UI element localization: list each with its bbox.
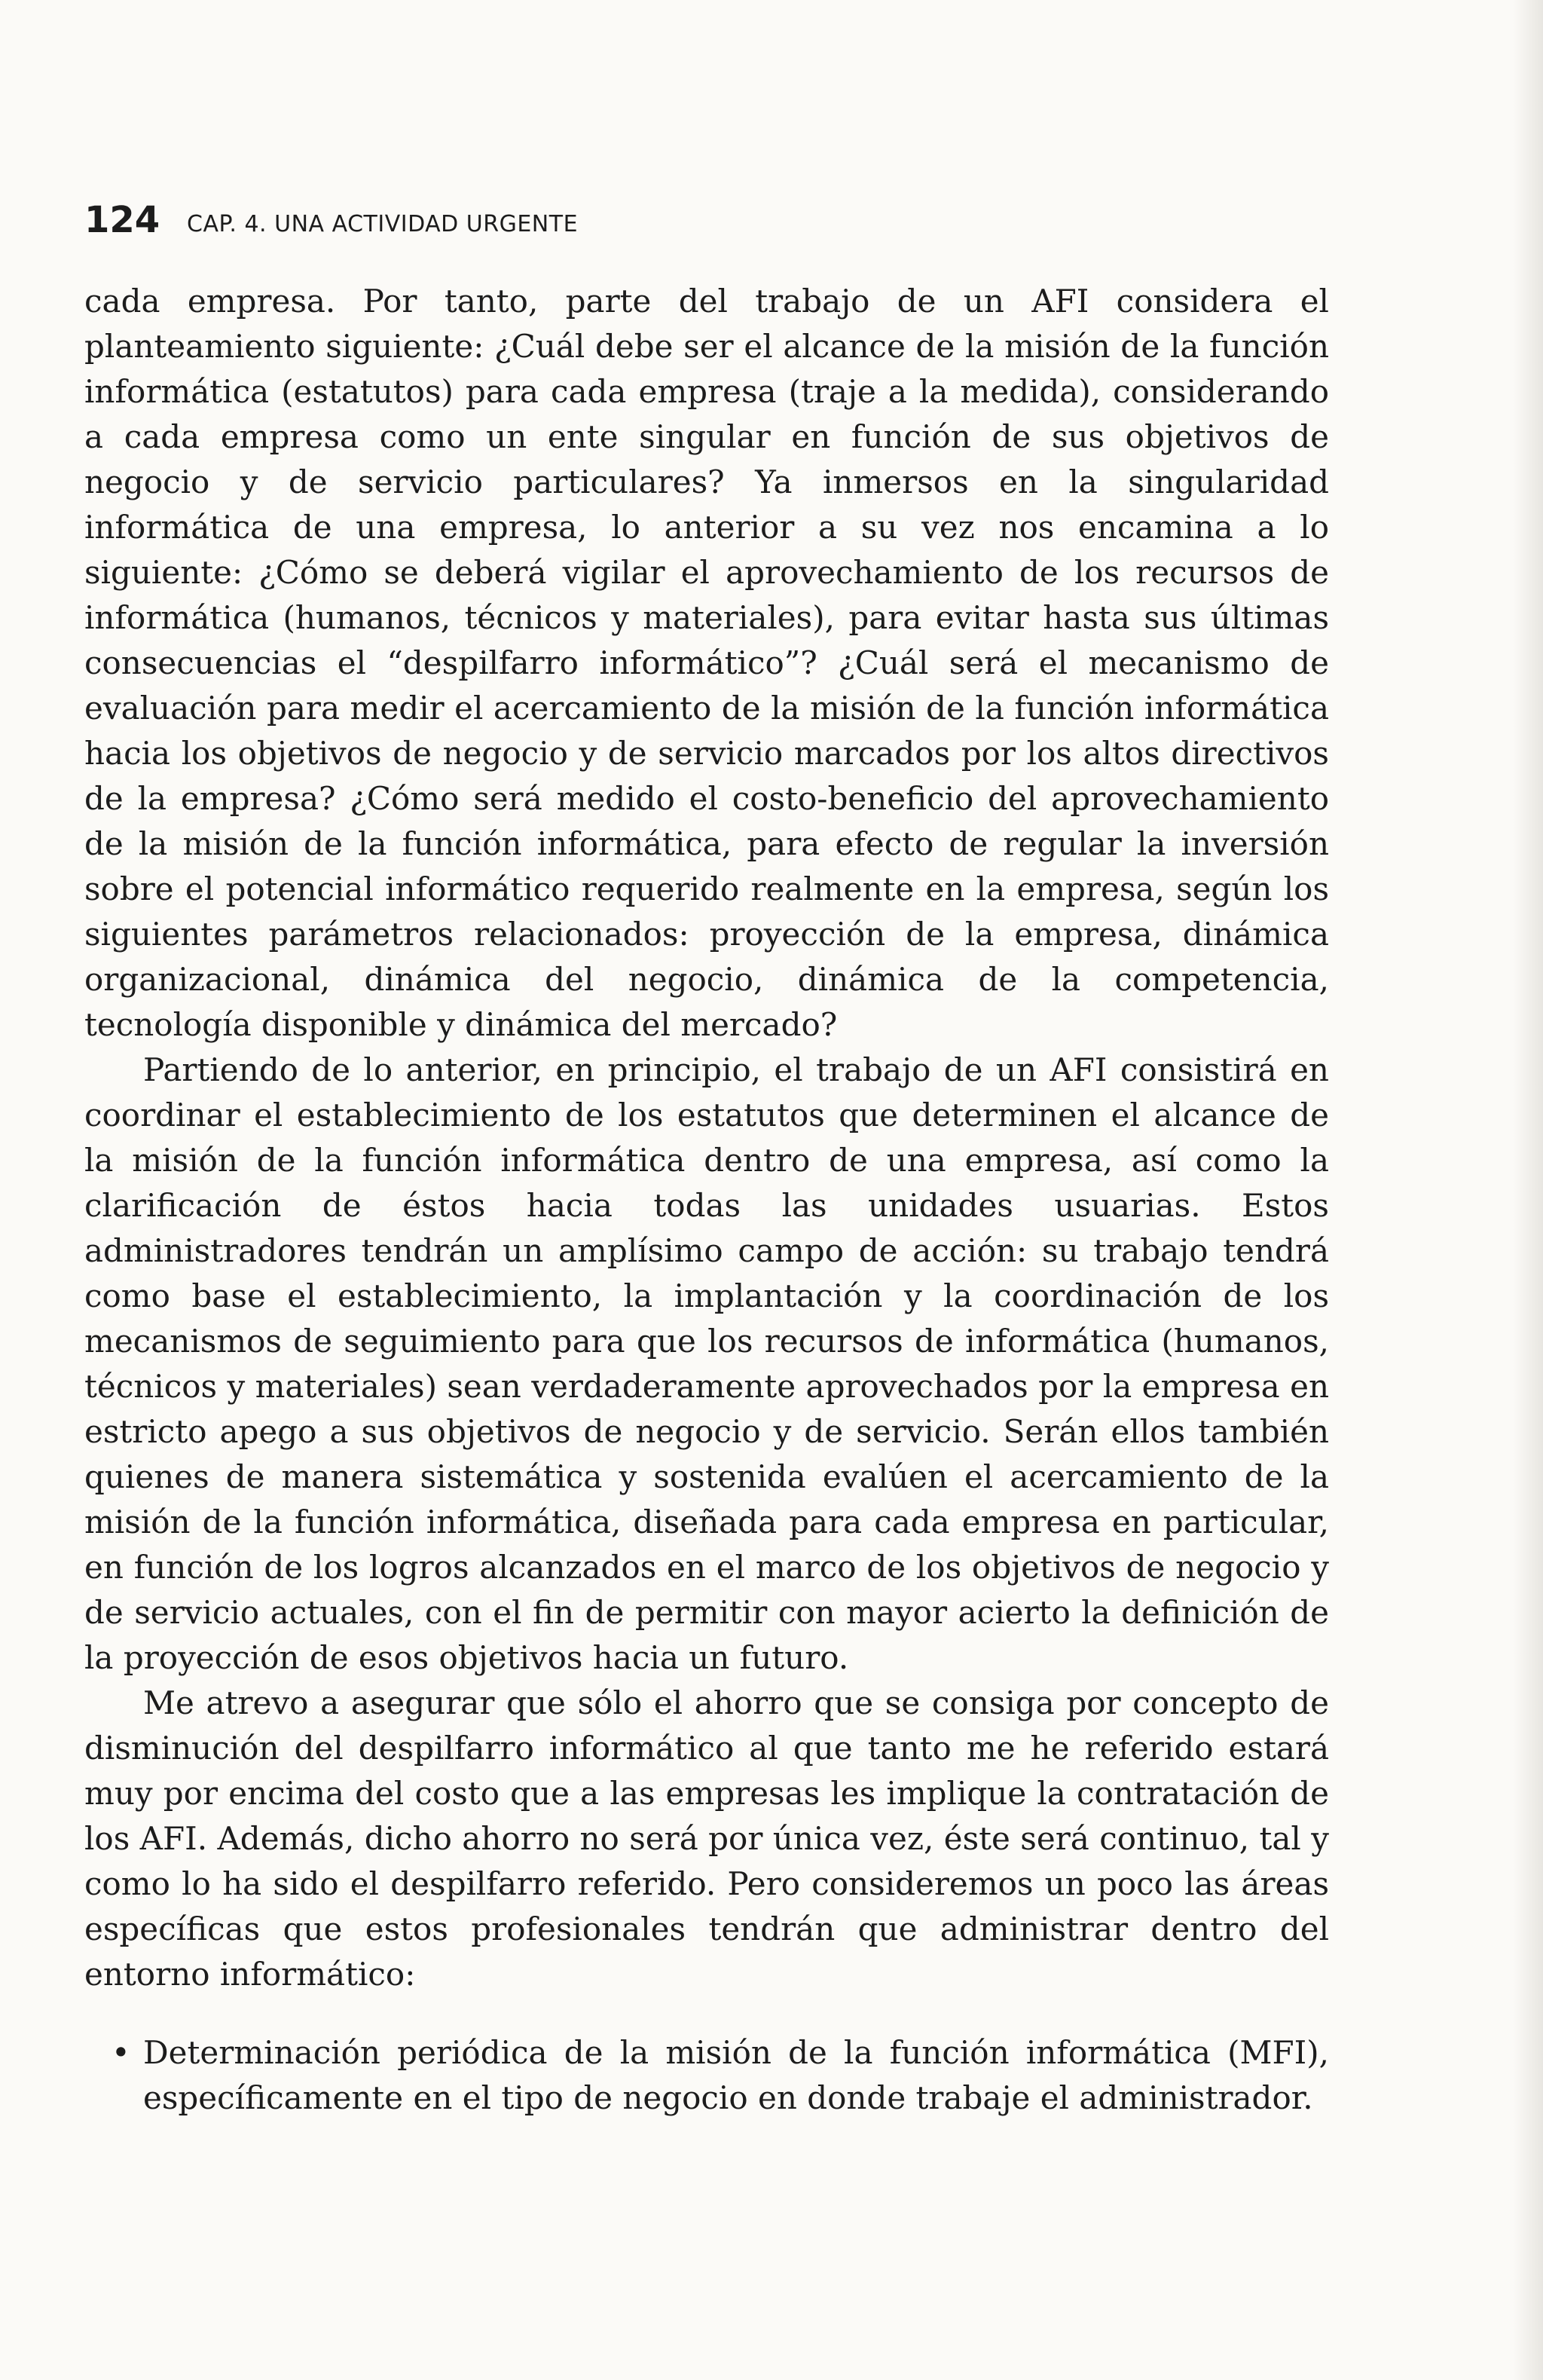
list-item [84,2030,1329,2121]
page-header [84,197,1365,258]
bullet-text: Determinación periódica de la misión de la función informática (MFI), específicamente en el tipo de negocio en donde trabaje el administrador. [143,2034,1329,2116]
paragraph-1: cada empresa. Por tanto, parte del trabajo de un AFI considera el planteamiento siguiente: ¿Cuál debe ser el alcance de la misión de la función informática (estatutos) para cada empresa (traje a la medida), considerando a cada empresa como un ente singular en función de sus objetivos de negocio y de servicio particulares? Ya inmersos en la singularidad informática de una empresa, lo anterior a su vez nos encamina a lo siguiente: ¿Cómo se deberá vigilar el aprovechamiento de los recursos de informática (humanos, técnicos y materiales), para evitar hasta sus últimas consecuencias el “despilfarro informático”? ¿Cuál será el mecanismo de evaluación para medir el acercamiento de la misión de la función informática hacia los objetivos de negocio y de servicio marcados por los altos directivos de la empresa? ¿Cómo será medido el costo-beneficio del aprovechamiento de la misión de la función informática, para efecto de regular la inversión sobre el potencial informático requerido realmente en la empresa, según los siguientes parámetros relacionados: proyección de la empresa, dinámica organizacional, dinámica del negocio, dinámica de la competencia, tecnología disponible y dinámica del mercado? [84,283,1329,1043]
page-edge-shadow [1513,0,1543,2380]
bullet-list [84,2030,1329,2121]
paragraph-3: Me atrevo a asegurar que sólo el ahorro que se consiga por concepto de disminución del despilfarro informático al que tanto me he referido estará muy por encima del costo que a las empresas les implique la contratación de los AFI. Además, dicho ahorro no será por única vez, éste será continuo, tal y como lo ha sido el despilfarro referido. Pero consideremos un poco las áreas específicas que estos profesionales tendrán que administrar dentro del entorno informático: [84,1684,1329,1993]
running-head: CAP. 4. UNA ACTIVIDAD URGENTE [187,211,579,237]
bullet-icon: • [112,2034,130,2071]
body-text [84,279,1329,2121]
paragraph-2: Partiendo de lo anterior, en principio, el trabajo de un AFI consistirá en coordinar el establecimiento de los estatutos que determinen el alcance de la misión de la función informática dentro de una empresa, así como la clarificación de éstos hacia todas las unidades usuarias. Estos administradores tendrán un amplísimo campo de acción: su trabajo tendrá como base el establecimiento, la implantación y la coordinación de los mecanismos de seguimiento para que los recursos de informática (humanos, técnicos y materiales) sean verdaderamente aprovechados por la empresa en estricto apego a sus objetivos de negocio y de servicio. Serán ellos también quienes de manera sistemática y sostenida evalúen el acercamiento de la misión de la función informática, diseñada para cada empresa en particular, en función de los logros alcanzados en el marco de los objetivos de negocio y de servicio actuales, con el fin de permitir con mayor acierto la definición de la proyección de esos objetivos hacia un futuro. [84,1051,1329,1676]
page-number: 124 [84,199,160,241]
